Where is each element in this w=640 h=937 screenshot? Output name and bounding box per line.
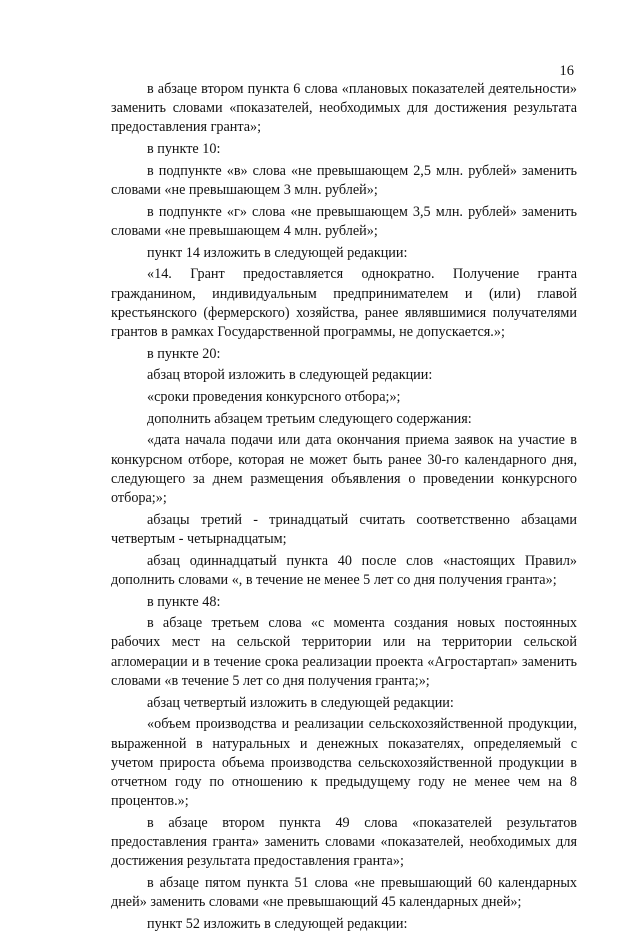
paragraph-6: «14. Грант предоставляется однократно. Получение гранта гражданином, индивидуальным предпринимателем и (или) главой крестьянского (фермерского) хозяйства, ранее являвшимися получателями грантов в рамках Государственной программы, не допускается.»;: [111, 266, 577, 340]
paragraph-14: в пункте 48:: [147, 593, 221, 610]
paragraph-13: абзац одиннадцатый пункта 40 после слов «настоящих Правил» дополнить словами «, в течение не менее 5 лет со дня получения гранта»;: [111, 552, 577, 588]
paragraph-19: в абзаце пятом пункта 51 слова «не превышающий 60 календарных дней» заменить словами «не превышающий 45 календарных дней»;: [111, 874, 577, 911]
paragraph-1: в абзаце втором пункта 6 слова «плановых показателей деятельности» заменить словами «показателей, необходимых для достижения результата предоставления гранта»;: [111, 81, 577, 136]
paragraph-10: дополнить абзацем третьим следующего содержания:: [147, 410, 472, 427]
paragraph-12: абзацы третий - тринадцатый считать соответственно абзацами четвертым - четырнадцатым;: [111, 511, 577, 547]
paragraph-5: пункт 14 изложить в следующей редакции:: [147, 244, 408, 261]
paragraph-15: в абзаце третьем слова «с момента создания новых постоянных рабочих мест на сельской территории или на территории сельской агломерации и в течение срока реализации проекта «Агростартап» заменить словами «в течение 5 лет со дня получения гранта;»;: [111, 615, 577, 689]
paragraph-3: в подпункте «в» слова «не превышающем 2,5 млн. рублей» заменить словами «не превышающем 3 млн. рублей»;: [111, 162, 577, 199]
paragraph-4: в подпункте «г» слова «не превышающем 3,5 млн. рублей» заменить словами «не превышающем 4 млн. рублей»;: [111, 203, 577, 239]
paragraph-7: в пункте 20:: [147, 345, 221, 362]
paragraph-16: абзац четвертый изложить в следующей редакции:: [147, 694, 454, 711]
paragraph-17: «объем производства и реализации сельскохозяйственной продукции, выраженной в натуральных и денежных показателях, определяемый с учетом прироста объема производства сельскохозяйственной продукции в отчетном году по отношению к предыдущему году не менее чем на 8 процентов.»;: [111, 716, 577, 810]
document-body: [111, 80, 577, 937]
paragraph-9: «сроки проведения конкурсного отбора;»;: [147, 389, 401, 406]
paragraph-20: пункт 52 изложить в следующей редакции:: [147, 915, 408, 932]
paragraph-2: в пункте 10:: [147, 141, 221, 158]
paragraph-11: «дата начала подачи или дата окончания приема заявок на участие в конкурсном отборе, которая не может быть ранее 30-го календарного дня, следующего за днем размещения объявления о проведении конкурсного отбора;»;: [111, 432, 577, 507]
page-number: 16: [559, 63, 574, 79]
paragraph-8: абзац второй изложить в следующей редакции:: [147, 367, 433, 384]
paragraph-18: в абзаце втором пункта 49 слова «показателей результатов предоставления гранта» заменить словами «показателей, необходимых для достижения результата предоставления гранта»;: [111, 814, 577, 870]
